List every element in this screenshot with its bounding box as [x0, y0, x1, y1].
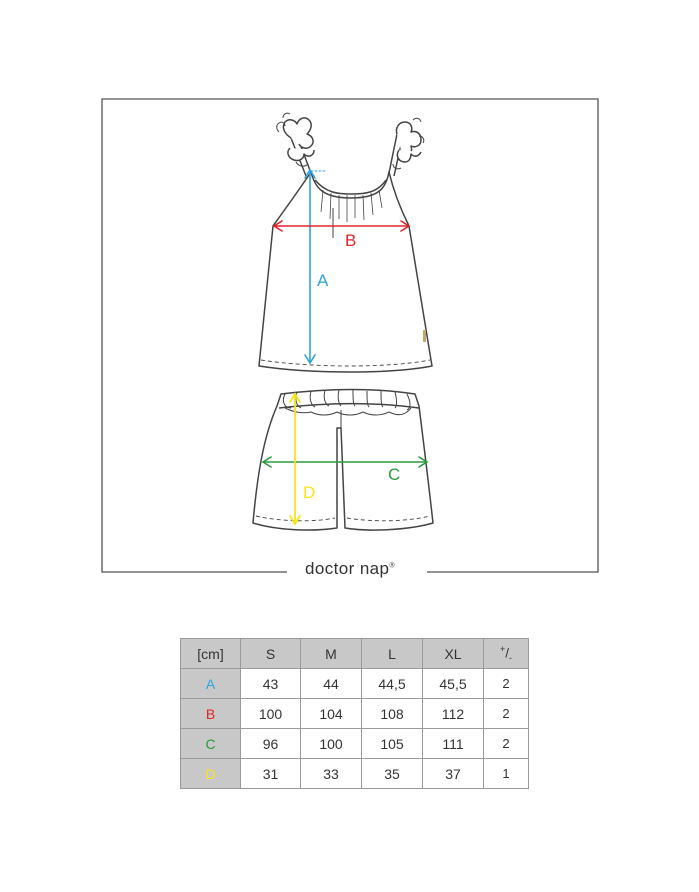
row-label-C: C [181, 729, 241, 759]
table-cell: 96 [241, 729, 301, 759]
table-cell: 111 [423, 729, 484, 759]
label-C: C [388, 465, 401, 484]
table-cell: 33 [301, 759, 362, 789]
table-cell: 108 [362, 699, 423, 729]
shorts-icon [253, 390, 433, 531]
header-unit: [cm] [181, 639, 241, 669]
header-size-m: M [301, 639, 362, 669]
table-cell: 105 [362, 729, 423, 759]
table-cell: 35 [362, 759, 423, 789]
label-A: A [317, 271, 329, 290]
table-cell-tolerance: 1 [484, 759, 529, 789]
table-cell: 44 [301, 669, 362, 699]
table-cell: 31 [241, 759, 301, 789]
row-label-A: A [181, 669, 241, 699]
label-B: B [345, 231, 357, 250]
table-row [181, 729, 529, 759]
header-tolerance: $^+/_-$ [484, 639, 529, 669]
table-cell: 100 [301, 729, 362, 759]
table-header-row [181, 639, 529, 669]
table-cell: 112 [423, 699, 484, 729]
table-cell-tolerance: 2 [484, 699, 529, 729]
table-cell-tolerance: 2 [484, 729, 529, 759]
label-D: D [303, 483, 316, 502]
table-cell: 104 [301, 699, 362, 729]
row-label-D: D [181, 759, 241, 789]
table-row [181, 759, 529, 789]
table-cell: 44,5 [362, 669, 423, 699]
brand-logo [101, 559, 599, 579]
table-cell: 45,5 [423, 669, 484, 699]
garment-illustration [101, 98, 599, 575]
header-size-xl: XL [423, 639, 484, 669]
table-row [181, 669, 529, 699]
header-size-l: L [362, 639, 423, 669]
brand-name: doctor nap [305, 559, 390, 578]
size-table [180, 638, 529, 789]
row-label-B: B [181, 699, 241, 729]
header-size-s: S [241, 639, 301, 669]
table-cell-tolerance: 2 [484, 669, 529, 699]
registered-mark: ® [389, 562, 395, 570]
table-row [181, 699, 529, 729]
diagram-frame [101, 98, 599, 578]
table-cell: 100 [241, 699, 301, 729]
table-cell: 43 [241, 669, 301, 699]
table-cell: 37 [423, 759, 484, 789]
